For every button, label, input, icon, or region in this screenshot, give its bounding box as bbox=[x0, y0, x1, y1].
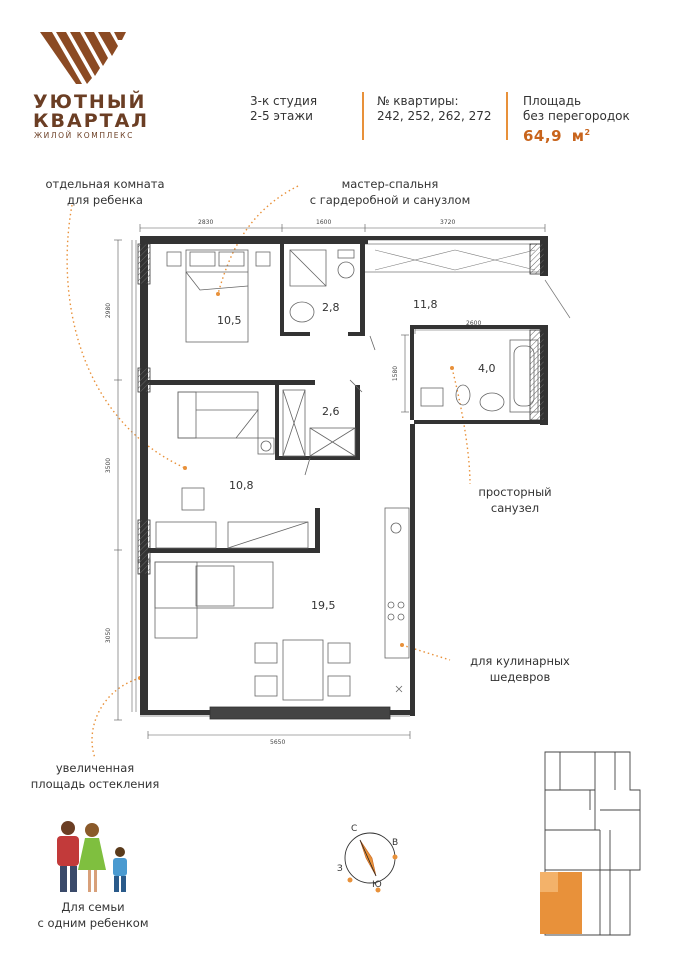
family-icon bbox=[57, 821, 127, 892]
area-unit: м bbox=[571, 127, 585, 145]
area-value: 64,9 bbox=[523, 127, 563, 145]
room-area-bedroom: 10,5 bbox=[217, 314, 242, 327]
dim-left-2: 3500 bbox=[105, 457, 113, 474]
room-area-bath-small: 2,8 bbox=[322, 301, 340, 314]
room-area-child: 10,8 bbox=[229, 479, 254, 492]
compass-south: Ю bbox=[372, 880, 382, 890]
compass-north: С bbox=[351, 824, 358, 834]
note-bathroom: просторный санузел bbox=[478, 485, 552, 515]
area-unit-sup: 2 bbox=[584, 128, 591, 137]
dim-left-3: 3050 bbox=[105, 627, 113, 644]
dim-top-1: 2830 bbox=[198, 219, 214, 226]
note-glazing: увеличенная площадь остекления bbox=[30, 761, 160, 791]
room-area-bath-large: 4,0 bbox=[478, 362, 496, 375]
dim-top-2: 1600 bbox=[316, 219, 332, 226]
apartment-type: 3-к студия 2-5 этажи bbox=[250, 94, 318, 123]
dim-bath-width: 2600 bbox=[466, 320, 482, 327]
note-master-bedroom: мастер-спальня с гардеробной и санузлом bbox=[309, 177, 471, 207]
compass-west: З bbox=[337, 864, 343, 874]
room-area-living: 19,5 bbox=[311, 599, 336, 612]
area-block: Площадь без перегородок 64,9 $м^2$ bbox=[523, 94, 630, 145]
compass-icon bbox=[345, 833, 395, 883]
brand-name-line1: УЮТНЫЙ bbox=[33, 91, 147, 113]
note-child-room: отдельная комната для ребенка bbox=[45, 177, 165, 207]
note-kitchen: для кулинарных шедевров bbox=[470, 654, 570, 684]
dim-left-1: 2980 bbox=[105, 302, 113, 319]
note-family: Для семьи с одним ребенком bbox=[37, 900, 149, 930]
room-area-hall: 11,8 bbox=[413, 298, 438, 311]
brand-subtitle: ЖИЛОЙ КОМПЛЕКС bbox=[34, 131, 134, 140]
compass-east: В bbox=[392, 838, 399, 848]
dim-bath-height: 1580 bbox=[392, 365, 400, 382]
room-area-wardrobe: 2,6 bbox=[322, 405, 340, 418]
dim-top-3: 3720 bbox=[440, 219, 456, 226]
apartment-numbers: № квартиры: 242, 252, 262, 272 bbox=[377, 94, 492, 123]
dim-bottom: 5650 bbox=[270, 739, 286, 746]
brand-name-line2: КВАРТАЛ bbox=[33, 110, 150, 132]
